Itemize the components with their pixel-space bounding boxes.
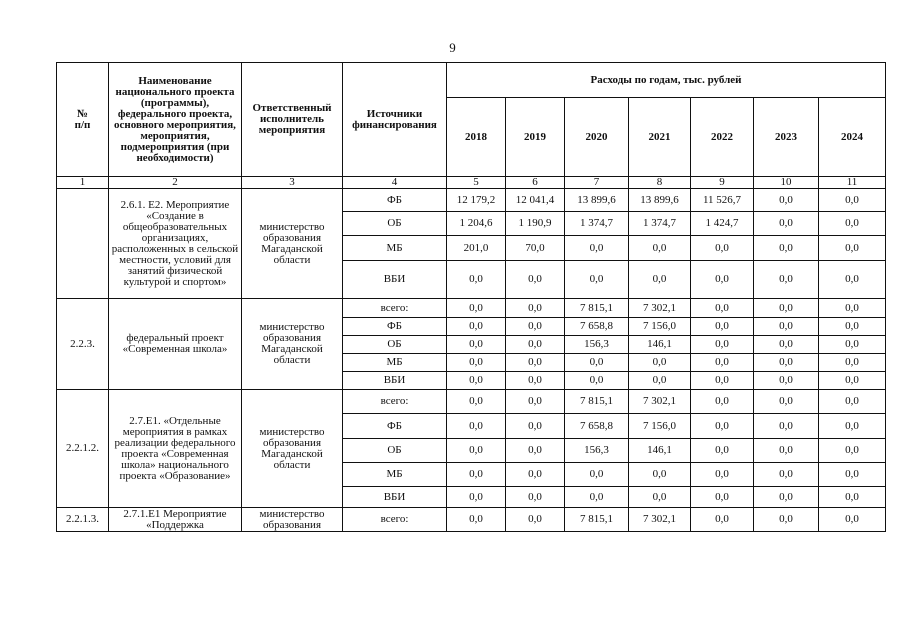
amount-cell: 0,0 (506, 508, 565, 532)
amount-cell: 1 374,7 (629, 212, 691, 236)
amount-cell: 0,0 (506, 414, 565, 439)
header-no: № п/п (57, 63, 109, 177)
amount-cell: 0,0 (506, 390, 565, 414)
amount-cell: 0,0 (754, 354, 819, 372)
funding-source: всего: (343, 299, 447, 318)
amount-cell: 0,0 (447, 354, 506, 372)
year-2024: 2024 (819, 98, 886, 177)
amount-cell: 70,0 (506, 236, 565, 261)
event-name: федеральный проект «Современная школа» (109, 299, 242, 390)
amount-cell: 0,0 (506, 261, 565, 299)
amount-cell: 0,0 (506, 439, 565, 463)
year-2018: 2018 (447, 98, 506, 177)
amount-cell: 156,3 (565, 336, 629, 354)
amount-cell: 0,0 (447, 390, 506, 414)
amount-cell: 7 302,1 (629, 390, 691, 414)
amount-cell: 0,0 (565, 487, 629, 508)
table-row (57, 390, 886, 414)
amount-cell: 0,0 (819, 336, 886, 354)
amount-cell: 146,1 (629, 336, 691, 354)
amount-cell: 7 156,0 (629, 318, 691, 336)
table-row (57, 189, 886, 212)
funding-source: МБ (343, 463, 447, 487)
funding-source: ВБИ (343, 487, 447, 508)
amount-cell: 0,0 (691, 487, 754, 508)
amount-cell: 0,0 (754, 372, 819, 390)
event-name: 2.6.1. Е2. Мероприятие «Создание в общеобразовательных организациях, расположенных в сельской местности, условий для занятий физической культурой и спортом» (109, 189, 242, 299)
funding-source: ВБИ (343, 261, 447, 299)
amount-cell: 156,3 (565, 439, 629, 463)
amount-cell: 0,0 (565, 354, 629, 372)
amount-cell: 0,0 (754, 508, 819, 532)
executor: министерство образования Магаданской области (242, 189, 343, 299)
amount-cell: 0,0 (629, 354, 691, 372)
amount-cell: 0,0 (819, 261, 886, 299)
row-number: 2.2.3. (57, 299, 109, 390)
amount-cell: 0,0 (447, 487, 506, 508)
amount-cell: 12 179,2 (447, 189, 506, 212)
funding-source: всего: (343, 508, 447, 532)
amount-cell: 0,0 (691, 390, 754, 414)
column-index: 10 (754, 177, 819, 189)
funding-source: ФБ (343, 414, 447, 439)
amount-cell: 0,0 (447, 508, 506, 532)
amount-cell: 12 041,4 (506, 189, 565, 212)
amount-cell: 0,0 (819, 508, 886, 532)
amount-cell: 7 658,8 (565, 318, 629, 336)
year-2021: 2021 (629, 98, 691, 177)
amount-cell: 0,0 (629, 463, 691, 487)
header-executor: Ответственный исполнитель мероприятия (242, 63, 343, 177)
amount-cell: 0,0 (754, 336, 819, 354)
amount-cell: 0,0 (565, 261, 629, 299)
amount-cell: 0,0 (506, 354, 565, 372)
amount-cell: 0,0 (819, 487, 886, 508)
amount-cell: 0,0 (819, 212, 886, 236)
page-number: 9 (449, 40, 456, 55)
amount-cell: 0,0 (629, 487, 691, 508)
amount-cell: 201,0 (447, 236, 506, 261)
column-index: 4 (343, 177, 447, 189)
funding-source: ФБ (343, 189, 447, 212)
amount-cell: 0,0 (565, 372, 629, 390)
amount-cell: 0,0 (629, 372, 691, 390)
amount-cell: 0,0 (819, 299, 886, 318)
column-index: 9 (691, 177, 754, 189)
column-index: 7 (565, 177, 629, 189)
year-2020: 2020 (565, 98, 629, 177)
amount-cell: 0,0 (754, 189, 819, 212)
amount-cell: 0,0 (629, 236, 691, 261)
amount-cell: 7 815,1 (565, 390, 629, 414)
column-index: 8 (629, 177, 691, 189)
table-body (57, 189, 886, 532)
row-number (57, 189, 109, 299)
amount-cell: 0,0 (691, 414, 754, 439)
funding-source: ОБ (343, 439, 447, 463)
amount-cell: 0,0 (754, 414, 819, 439)
amount-cell: 13 899,6 (565, 189, 629, 212)
amount-cell: 0,0 (754, 390, 819, 414)
amount-cell: 7 302,1 (629, 299, 691, 318)
amount-cell: 0,0 (565, 236, 629, 261)
amount-cell: 7 658,8 (565, 414, 629, 439)
amount-cell: 0,0 (819, 463, 886, 487)
funding-source: МБ (343, 354, 447, 372)
column-index-row (57, 177, 886, 189)
year-2019: 2019 (506, 98, 565, 177)
header-name: Наименование национального проекта (программы), федерального проекта, основного мероприятия, мероприятия, подмероприятия (при необходимости) (109, 63, 242, 177)
amount-cell: 0,0 (506, 299, 565, 318)
amount-cell: 0,0 (819, 318, 886, 336)
amount-cell: 0,0 (506, 487, 565, 508)
column-index: 2 (109, 177, 242, 189)
amount-cell: 0,0 (691, 236, 754, 261)
funding-source: ОБ (343, 336, 447, 354)
amount-cell: 0,0 (506, 318, 565, 336)
table-row (57, 508, 886, 532)
amount-cell: 13 899,6 (629, 189, 691, 212)
amount-cell: 1 374,7 (565, 212, 629, 236)
amount-cell: 0,0 (629, 261, 691, 299)
amount-cell: 0,0 (754, 318, 819, 336)
amount-cell: 0,0 (565, 463, 629, 487)
amount-cell: 7 815,1 (565, 508, 629, 532)
amount-cell: 0,0 (691, 336, 754, 354)
event-name: 2.7.1.Е1 Мероприятие «Поддержка (109, 508, 242, 532)
amount-cell: 146,1 (629, 439, 691, 463)
amount-cell: 0,0 (447, 318, 506, 336)
funding-source: МБ (343, 236, 447, 261)
amount-cell: 0,0 (819, 354, 886, 372)
amount-cell: 7 815,1 (565, 299, 629, 318)
amount-cell: 0,0 (691, 261, 754, 299)
funding-source: ОБ (343, 212, 447, 236)
amount-cell: 0,0 (506, 372, 565, 390)
column-index: 3 (242, 177, 343, 189)
amount-cell: 0,0 (754, 439, 819, 463)
column-index: 5 (447, 177, 506, 189)
amount-cell: 0,0 (819, 236, 886, 261)
table-row (57, 299, 886, 318)
amount-cell: 0,0 (819, 189, 886, 212)
amount-cell: 0,0 (819, 390, 886, 414)
amount-cell: 7 156,0 (629, 414, 691, 439)
amount-cell: 0,0 (447, 336, 506, 354)
amount-cell: 0,0 (819, 414, 886, 439)
amount-cell: 0,0 (691, 463, 754, 487)
amount-cell: 11 526,7 (691, 189, 754, 212)
executor: министерство образования Магаданской области (242, 299, 343, 390)
executor: министерство образования (242, 508, 343, 532)
amount-cell: 0,0 (691, 372, 754, 390)
funding-source: всего: (343, 390, 447, 414)
amount-cell: 0,0 (754, 487, 819, 508)
amount-cell: 0,0 (691, 508, 754, 532)
column-index: 6 (506, 177, 565, 189)
amount-cell: 0,0 (506, 336, 565, 354)
event-name: 2.7.Е1. «Отдельные мероприятия в рамках реализации федерального проекта «Современная школа» национального проекта «Образование» (109, 390, 242, 508)
column-index: 11 (819, 177, 886, 189)
year-2022: 2022 (691, 98, 754, 177)
budget-table (56, 62, 886, 532)
amount-cell: 0,0 (819, 439, 886, 463)
amount-cell: 0,0 (447, 299, 506, 318)
funding-source: ФБ (343, 318, 447, 336)
header-source: Источники финансирования (343, 63, 447, 177)
amount-cell: 0,0 (447, 463, 506, 487)
amount-cell: 1 424,7 (691, 212, 754, 236)
amount-cell: 0,0 (447, 261, 506, 299)
amount-cell: 1 204,6 (447, 212, 506, 236)
row-number: 2.2.1.3. (57, 508, 109, 532)
row-number: 2.2.1.2. (57, 390, 109, 508)
amount-cell: 0,0 (754, 463, 819, 487)
year-2023: 2023 (754, 98, 819, 177)
amount-cell: 0,0 (447, 372, 506, 390)
amount-cell: 0,0 (691, 299, 754, 318)
amount-cell: 0,0 (691, 318, 754, 336)
column-index: 1 (57, 177, 109, 189)
amount-cell: 0,0 (691, 354, 754, 372)
amount-cell: 0,0 (754, 236, 819, 261)
amount-cell: 0,0 (819, 372, 886, 390)
amount-cell: 0,0 (754, 212, 819, 236)
amount-cell: 0,0 (447, 439, 506, 463)
amount-cell: 0,0 (754, 299, 819, 318)
amount-cell: 1 190,9 (506, 212, 565, 236)
amount-cell: 0,0 (447, 414, 506, 439)
header-expenses-title: Расходы по годам, тыс. рублей (447, 63, 886, 98)
amount-cell: 0,0 (691, 439, 754, 463)
amount-cell: 7 302,1 (629, 508, 691, 532)
amount-cell: 0,0 (506, 463, 565, 487)
amount-cell: 0,0 (754, 261, 819, 299)
executor: министерство образования Магаданской области (242, 390, 343, 508)
funding-source: ВБИ (343, 372, 447, 390)
